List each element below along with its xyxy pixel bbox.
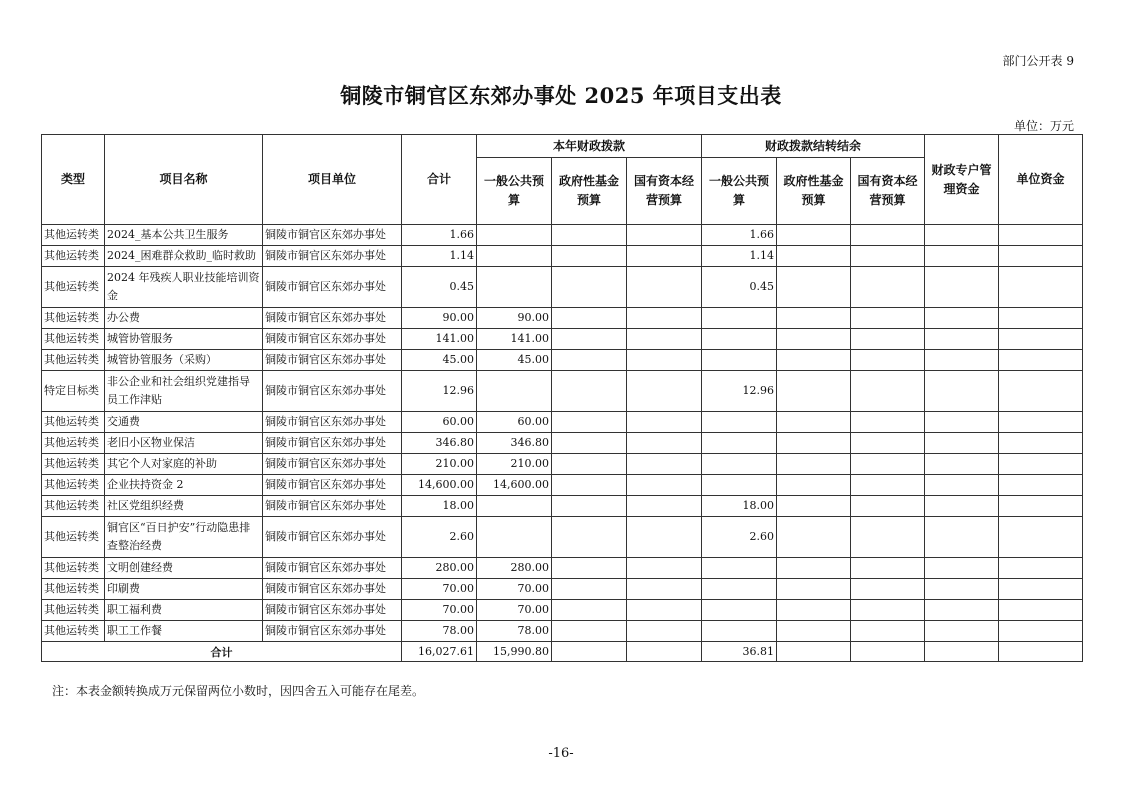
row-unit-fund — [999, 558, 1083, 579]
row-unit-fund — [999, 350, 1083, 371]
row-current-general: 60.00 — [477, 412, 552, 433]
row-current-gov-fund — [552, 308, 627, 329]
row-carry-gov-fund — [777, 329, 851, 350]
row-project-name: 交通费 — [105, 412, 263, 433]
row-project-name: 非公企业和社会组织党建指导员工作津贴 — [105, 371, 263, 412]
total-label: 合计 — [42, 642, 402, 662]
table-row — [42, 433, 1083, 454]
row-type: 其他运转类 — [42, 412, 105, 433]
row-carry-state-capital — [851, 412, 925, 433]
row-project-unit: 铜陵市铜官区东郊办事处 — [263, 600, 402, 621]
table-body — [42, 225, 1083, 662]
row-unit-fund — [999, 621, 1083, 642]
row-type: 特定目标类 — [42, 371, 105, 412]
row-carry-state-capital — [851, 600, 925, 621]
row-special-account — [925, 475, 999, 496]
row-carry-gov-fund — [777, 475, 851, 496]
header-carry-state-capital-budget: 国有资本经营预算 — [851, 158, 925, 225]
row-carry-gov-fund — [777, 517, 851, 558]
row-current-state-capital — [627, 600, 702, 621]
header-project-unit: 项目单位 — [263, 135, 402, 225]
row-special-account — [925, 371, 999, 412]
row-total: 280.00 — [402, 558, 477, 579]
row-carry-general — [702, 579, 777, 600]
row-current-state-capital — [627, 433, 702, 454]
row-project-unit: 铜陵市铜官区东郊办事处 — [263, 350, 402, 371]
table-row — [42, 579, 1083, 600]
row-project-unit: 铜陵市铜官区东郊办事处 — [263, 433, 402, 454]
row-unit-fund — [999, 329, 1083, 350]
document-title: 铜陵市铜官区东郊办事处 2025 年项目支出表 — [340, 83, 782, 108]
row-current-general — [477, 225, 552, 246]
row-unit-fund — [999, 496, 1083, 517]
row-carry-general — [702, 350, 777, 371]
row-current-gov-fund — [552, 558, 627, 579]
row-type: 其他运转类 — [42, 433, 105, 454]
row-type: 其他运转类 — [42, 454, 105, 475]
table-row — [42, 496, 1083, 517]
row-current-gov-fund — [552, 371, 627, 412]
row-project-name: 铜官区“百日护安”行动隐患排查整治经费 — [105, 517, 263, 558]
row-current-general: 45.00 — [477, 350, 552, 371]
row-current-general — [477, 267, 552, 308]
row-carry-general — [702, 600, 777, 621]
row-carry-gov-fund — [777, 579, 851, 600]
row-unit-fund — [999, 475, 1083, 496]
row-carry-state-capital — [851, 433, 925, 454]
row-project-name: 办公费 — [105, 308, 263, 329]
row-current-state-capital — [627, 475, 702, 496]
header-type: 类型 — [42, 135, 105, 225]
row-total: 0.45 — [402, 267, 477, 308]
row-current-general: 70.00 — [477, 579, 552, 600]
row-current-state-capital — [627, 329, 702, 350]
row-carry-gov-fund — [777, 454, 851, 475]
row-current-gov-fund — [552, 600, 627, 621]
row-project-name: 印刷费 — [105, 579, 263, 600]
row-total: 141.00 — [402, 329, 477, 350]
row-carry-gov-fund — [777, 621, 851, 642]
row-special-account — [925, 600, 999, 621]
row-unit-fund — [999, 246, 1083, 267]
row-unit-fund — [999, 412, 1083, 433]
row-carry-state-capital — [851, 371, 925, 412]
row-current-gov-fund — [552, 225, 627, 246]
table-row — [42, 621, 1083, 642]
table-row — [42, 517, 1083, 558]
total-current-gov-fund — [552, 642, 627, 662]
row-current-general: 14,600.00 — [477, 475, 552, 496]
row-carry-general — [702, 454, 777, 475]
row-total: 18.00 — [402, 496, 477, 517]
row-current-state-capital — [627, 621, 702, 642]
row-project-name: 老旧小区物业保洁 — [105, 433, 263, 454]
row-project-unit: 铜陵市铜官区东郊办事处 — [263, 454, 402, 475]
row-unit-fund — [999, 454, 1083, 475]
row-project-name: 2024 年残疾人职业技能培训资金 — [105, 267, 263, 308]
project-expenditure-table — [41, 134, 1083, 662]
row-carry-state-capital — [851, 308, 925, 329]
table-row — [42, 308, 1083, 329]
row-special-account — [925, 308, 999, 329]
row-carry-state-capital — [851, 225, 925, 246]
row-current-state-capital — [627, 308, 702, 329]
row-unit-fund — [999, 267, 1083, 308]
header-special-account: 财政专户管理资金 — [925, 135, 999, 225]
row-carry-state-capital — [851, 350, 925, 371]
row-total: 1.14 — [402, 246, 477, 267]
row-carry-state-capital — [851, 621, 925, 642]
row-unit-fund — [999, 433, 1083, 454]
row-unit-fund — [999, 308, 1083, 329]
row-project-unit: 铜陵市铜官区东郊办事处 — [263, 517, 402, 558]
row-carry-general — [702, 433, 777, 454]
row-current-state-capital — [627, 517, 702, 558]
row-total: 12.96 — [402, 371, 477, 412]
header-group-current-appropriation: 本年财政拨款 — [477, 135, 702, 158]
row-special-account — [925, 621, 999, 642]
total-current-general: 15,990.80 — [477, 642, 552, 662]
row-project-name: 2024_基本公共卫生服务 — [105, 225, 263, 246]
row-current-general — [477, 517, 552, 558]
row-total: 90.00 — [402, 308, 477, 329]
row-unit-fund — [999, 600, 1083, 621]
row-total: 78.00 — [402, 621, 477, 642]
header-project-name: 项目名称 — [105, 135, 263, 225]
row-carry-gov-fund — [777, 558, 851, 579]
row-current-state-capital — [627, 412, 702, 433]
row-current-state-capital — [627, 558, 702, 579]
row-carry-general — [702, 308, 777, 329]
row-project-name: 文明创建经费 — [105, 558, 263, 579]
row-project-name: 职工工作餐 — [105, 621, 263, 642]
row-carry-general: 12.96 — [702, 371, 777, 412]
row-current-general: 280.00 — [477, 558, 552, 579]
row-current-gov-fund — [552, 517, 627, 558]
row-unit-fund — [999, 225, 1083, 246]
total-row — [42, 642, 1083, 662]
row-current-general: 346.80 — [477, 433, 552, 454]
row-type: 其他运转类 — [42, 308, 105, 329]
row-project-unit: 铜陵市铜官区东郊办事处 — [263, 225, 402, 246]
row-current-gov-fund — [552, 454, 627, 475]
row-type: 其他运转类 — [42, 350, 105, 371]
table-row — [42, 412, 1083, 433]
total-amount: 16,027.61 — [402, 642, 477, 662]
row-current-gov-fund — [552, 246, 627, 267]
header-carry-gov-fund-budget: 政府性基金预算 — [777, 158, 851, 225]
row-project-unit: 铜陵市铜官区东郊办事处 — [263, 496, 402, 517]
row-special-account — [925, 579, 999, 600]
row-current-general — [477, 371, 552, 412]
row-type: 其他运转类 — [42, 496, 105, 517]
row-current-general: 70.00 — [477, 600, 552, 621]
row-special-account — [925, 454, 999, 475]
row-carry-gov-fund — [777, 225, 851, 246]
row-carry-general: 18.00 — [702, 496, 777, 517]
row-project-unit: 铜陵市铜官区东郊办事处 — [263, 558, 402, 579]
row-current-gov-fund — [552, 475, 627, 496]
header-current-gov-fund-budget: 政府性基金预算 — [552, 158, 627, 225]
row-special-account — [925, 558, 999, 579]
header-current-general-budget: 一般公共预算 — [477, 158, 552, 225]
row-project-name: 企业扶持资金 2 — [105, 475, 263, 496]
row-carry-gov-fund — [777, 371, 851, 412]
row-special-account — [925, 496, 999, 517]
header-current-state-capital-budget: 国有资本经营预算 — [627, 158, 702, 225]
row-special-account — [925, 350, 999, 371]
row-total: 2.60 — [402, 517, 477, 558]
row-carry-state-capital — [851, 496, 925, 517]
row-carry-state-capital — [851, 267, 925, 308]
row-carry-gov-fund — [777, 412, 851, 433]
row-special-account — [925, 412, 999, 433]
row-project-unit: 铜陵市铜官区东郊办事处 — [263, 371, 402, 412]
row-carry-general — [702, 412, 777, 433]
row-special-account — [925, 225, 999, 246]
row-carry-gov-fund — [777, 433, 851, 454]
row-project-unit: 铜陵市铜官区东郊办事处 — [263, 579, 402, 600]
row-carry-gov-fund — [777, 267, 851, 308]
row-current-gov-fund — [552, 412, 627, 433]
row-type: 其他运转类 — [42, 225, 105, 246]
row-project-unit: 铜陵市铜官区东郊办事处 — [263, 412, 402, 433]
row-project-unit: 铜陵市铜官区东郊办事处 — [263, 308, 402, 329]
row-type: 其他运转类 — [42, 579, 105, 600]
unit-label: 单位：万元 — [1013, 119, 1074, 133]
row-current-general: 210.00 — [477, 454, 552, 475]
row-total: 346.80 — [402, 433, 477, 454]
row-type: 其他运转类 — [42, 517, 105, 558]
footnote: 注：本表金额转换成万元保留两位小数时，因四舍五入可能存在尾差。 — [52, 684, 425, 698]
row-unit-fund — [999, 579, 1083, 600]
table-row — [42, 225, 1083, 246]
row-total: 60.00 — [402, 412, 477, 433]
table-row — [42, 475, 1083, 496]
row-carry-general: 2.60 — [702, 517, 777, 558]
row-special-account — [925, 329, 999, 350]
row-carry-general — [702, 558, 777, 579]
row-carry-state-capital — [851, 517, 925, 558]
row-carry-general: 1.66 — [702, 225, 777, 246]
header-total: 合计 — [402, 135, 477, 225]
row-carry-gov-fund — [777, 496, 851, 517]
row-type: 其他运转类 — [42, 621, 105, 642]
row-total: 70.00 — [402, 600, 477, 621]
row-current-state-capital — [627, 371, 702, 412]
row-carry-general: 0.45 — [702, 267, 777, 308]
row-current-state-capital — [627, 246, 702, 267]
row-current-general — [477, 246, 552, 267]
total-carry-general: 36.81 — [702, 642, 777, 662]
row-current-general: 90.00 — [477, 308, 552, 329]
row-project-unit: 铜陵市铜官区东郊办事处 — [263, 329, 402, 350]
row-carry-state-capital — [851, 246, 925, 267]
row-current-gov-fund — [552, 433, 627, 454]
row-current-gov-fund — [552, 267, 627, 308]
row-carry-gov-fund — [777, 600, 851, 621]
row-carry-state-capital — [851, 558, 925, 579]
row-total: 14,600.00 — [402, 475, 477, 496]
table-row — [42, 600, 1083, 621]
row-carry-general — [702, 475, 777, 496]
total-carry-gov-fund — [777, 642, 851, 662]
row-special-account — [925, 267, 999, 308]
row-carry-state-capital — [851, 579, 925, 600]
row-current-general: 78.00 — [477, 621, 552, 642]
row-current-gov-fund — [552, 621, 627, 642]
row-special-account — [925, 246, 999, 267]
row-unit-fund — [999, 371, 1083, 412]
row-type: 其他运转类 — [42, 267, 105, 308]
row-project-unit: 铜陵市铜官区东郊办事处 — [263, 621, 402, 642]
table-row — [42, 558, 1083, 579]
total-special-account — [925, 642, 999, 662]
row-project-name: 其它个人对家庭的补助 — [105, 454, 263, 475]
row-project-name: 2024_困难群众救助_临时救助 — [105, 246, 263, 267]
table-row — [42, 371, 1083, 412]
row-current-state-capital — [627, 350, 702, 371]
row-project-unit: 铜陵市铜官区东郊办事处 — [263, 267, 402, 308]
row-carry-gov-fund — [777, 308, 851, 329]
header-unit-fund: 单位资金 — [999, 135, 1083, 225]
row-current-gov-fund — [552, 579, 627, 600]
total-unit-fund — [999, 642, 1083, 662]
header-group-carryover: 财政拨款结转结余 — [702, 135, 925, 158]
row-current-state-capital — [627, 225, 702, 246]
row-special-account — [925, 433, 999, 454]
row-carry-general — [702, 329, 777, 350]
table-row — [42, 329, 1083, 350]
row-carry-state-capital — [851, 454, 925, 475]
row-type: 其他运转类 — [42, 600, 105, 621]
table-code: 部门公开表 9 — [1002, 54, 1074, 68]
row-current-state-capital — [627, 454, 702, 475]
row-total: 1.66 — [402, 225, 477, 246]
row-special-account — [925, 517, 999, 558]
row-type: 其他运转类 — [42, 558, 105, 579]
row-project-name: 职工福利费 — [105, 600, 263, 621]
table-row — [42, 246, 1083, 267]
row-current-gov-fund — [552, 350, 627, 371]
row-current-state-capital — [627, 267, 702, 308]
row-unit-fund — [999, 517, 1083, 558]
row-type: 其他运转类 — [42, 246, 105, 267]
row-current-general: 141.00 — [477, 329, 552, 350]
total-carry-state-capital — [851, 642, 925, 662]
table-row — [42, 454, 1083, 475]
row-project-name: 城管协管服务 — [105, 329, 263, 350]
row-total: 70.00 — [402, 579, 477, 600]
row-current-gov-fund — [552, 496, 627, 517]
row-carry-general — [702, 621, 777, 642]
row-current-state-capital — [627, 579, 702, 600]
total-current-state-capital — [627, 642, 702, 662]
row-project-unit: 铜陵市铜官区东郊办事处 — [263, 475, 402, 496]
row-project-unit: 铜陵市铜官区东郊办事处 — [263, 246, 402, 267]
row-current-state-capital — [627, 496, 702, 517]
row-type: 其他运转类 — [42, 475, 105, 496]
header-carry-general-budget: 一般公共预算 — [702, 158, 777, 225]
row-carry-gov-fund — [777, 246, 851, 267]
row-carry-general: 1.14 — [702, 246, 777, 267]
page-number: -16- — [548, 746, 574, 761]
table-row — [42, 350, 1083, 371]
row-project-name: 社区党组织经费 — [105, 496, 263, 517]
row-total: 210.00 — [402, 454, 477, 475]
row-type: 其他运转类 — [42, 329, 105, 350]
row-carry-state-capital — [851, 475, 925, 496]
row-current-gov-fund — [552, 329, 627, 350]
row-total: 45.00 — [402, 350, 477, 371]
row-project-name: 城管协管服务（采购） — [105, 350, 263, 371]
table-row — [42, 267, 1083, 308]
row-carry-state-capital — [851, 329, 925, 350]
row-current-general — [477, 496, 552, 517]
row-carry-gov-fund — [777, 350, 851, 371]
